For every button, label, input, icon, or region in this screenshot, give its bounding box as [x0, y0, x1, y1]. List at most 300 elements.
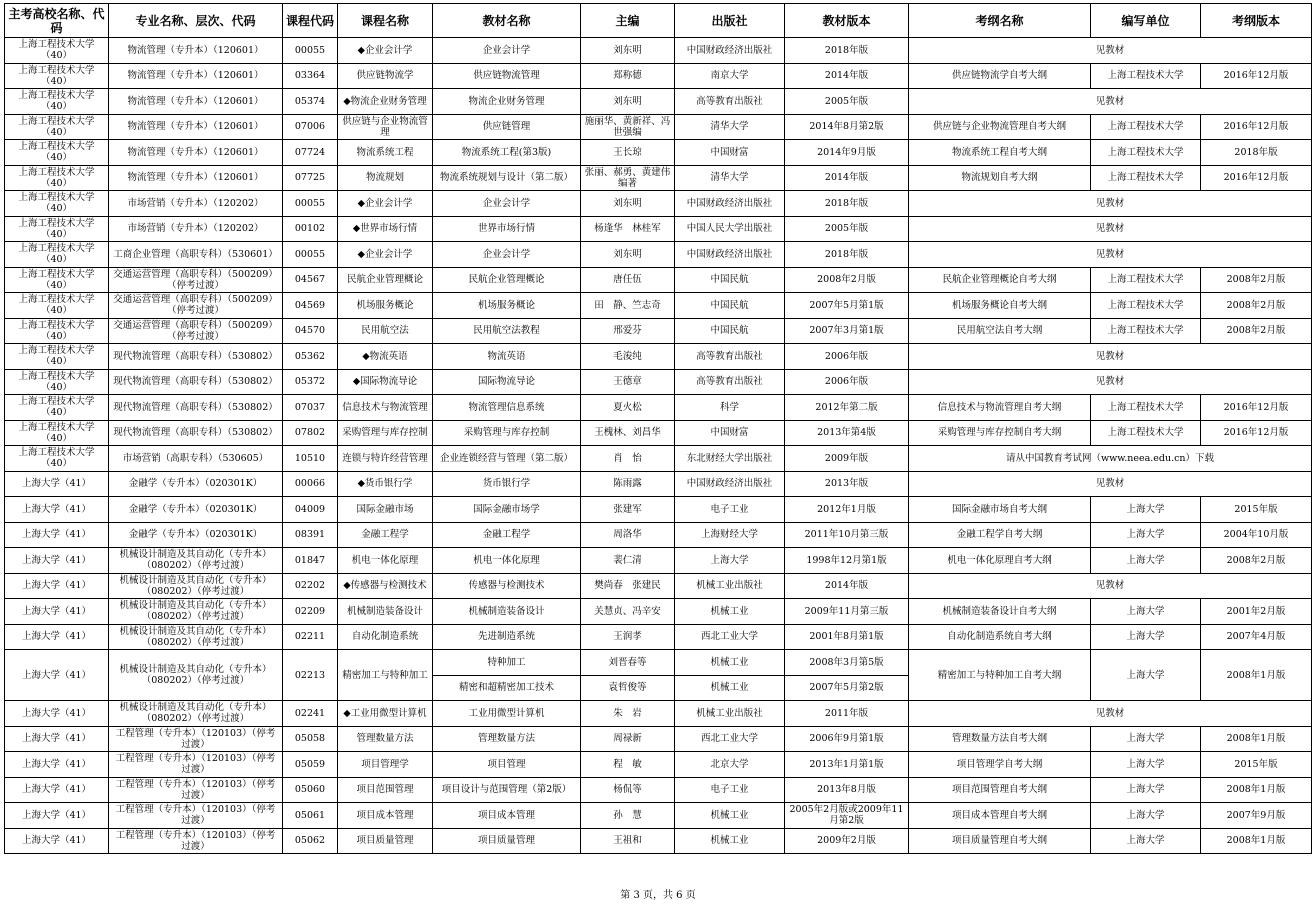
cell-course-name: ◆货币银行学 [338, 471, 433, 497]
cell-publisher: 机械工业出版社 [675, 701, 785, 727]
cell-edition: 2014年9月版 [785, 140, 909, 166]
cell-course-code: 01847 [283, 548, 338, 574]
cell-editor: 陈雨露 [581, 471, 675, 497]
cell-textbook: 项目管理 [433, 752, 581, 778]
cell-editor: 王润孝 [581, 624, 675, 650]
cell-syllabus-note: 见教材 [909, 89, 1312, 115]
cell-edition: 2007年5月第2版 [785, 675, 909, 701]
cell-textbook: 机械制造装备设计 [433, 599, 581, 625]
cell-school: 上海大学（41） [5, 752, 109, 778]
table-row [5, 650, 1312, 676]
cell-edition: 2014年版 [785, 63, 909, 89]
cell-school: 上海大学（41） [5, 599, 109, 625]
cell-edition: 1998年12月第1版 [785, 548, 909, 574]
cell-publisher: 机械工业 [675, 599, 785, 625]
cell-syllabus-edition: 2008年1月版 [1201, 650, 1312, 701]
cell-syllabus: 物流系统工程自考大纲 [909, 140, 1091, 166]
cell-major: 现代物流管理（高职专科）（530802） [109, 395, 283, 421]
cell-editor: 邢爱芬 [581, 318, 675, 344]
cell-publisher: 高等教育出版社 [675, 369, 785, 395]
cell-textbook: 物流英语 [433, 344, 581, 370]
page-number-footer: 第 3 页，共 6 页 [620, 890, 696, 901]
cell-syllabus-note: 见教材 [909, 369, 1312, 395]
cell-major: 机械设计制造及其自动化（专升本）（080202）（停考过渡） [109, 701, 283, 727]
cell-course-name: 民用航空法 [338, 318, 433, 344]
cell-syllabus: 物流规划自考大纲 [909, 165, 1091, 191]
cell-syllabus: 民航企业管理概论自考大纲 [909, 267, 1091, 293]
cell-syllabus: 精密加工与特种加工自考大纲 [909, 650, 1091, 701]
cell-edition: 2014年版 [785, 573, 909, 599]
cell-textbook: 企业会计学 [433, 191, 581, 217]
table-row [5, 573, 1312, 599]
cell-course-code: 05058 [283, 726, 338, 752]
cell-textbook: 特种加工 [433, 650, 581, 676]
cell-course-name: 项目范围管理 [338, 777, 433, 803]
table-row [5, 497, 1312, 523]
cell-course-code: 07006 [283, 114, 338, 140]
col-header-textbook-edition: 教材版本 [785, 4, 909, 38]
cell-syllabus: 管理数量方法自考大纲 [909, 726, 1091, 752]
cell-compiler: 上海大学 [1091, 752, 1201, 778]
cell-school: 上海工程技术大学（40） [5, 38, 109, 64]
cell-syllabus: 供应链与企业物流管理自考大纲 [909, 114, 1091, 140]
cell-syllabus-note: 请从中国教育考试网（www.neea.edu.cn）下载 [909, 446, 1312, 472]
cell-syllabus-edition: 2016年12月版 [1201, 395, 1312, 421]
cell-edition: 2013年第4版 [785, 420, 909, 446]
cell-syllabus: 项目成本管理自考大纲 [909, 803, 1091, 829]
cell-school: 上海工程技术大学（40） [5, 369, 109, 395]
cell-edition: 2006年版 [785, 344, 909, 370]
cell-school: 上海大学（41） [5, 471, 109, 497]
table-row [5, 216, 1312, 242]
cell-publisher: 清华大学 [675, 114, 785, 140]
cell-school: 上海大学（41） [5, 497, 109, 523]
cell-school: 上海工程技术大学（40） [5, 267, 109, 293]
table-row [5, 828, 1312, 854]
cell-syllabus-edition: 2016年12月版 [1201, 63, 1312, 89]
cell-school: 上海大学（41） [5, 726, 109, 752]
cell-textbook: 供应链管理 [433, 114, 581, 140]
cell-compiler: 上海大学 [1091, 777, 1201, 803]
cell-course-name: 民航企业管理概论 [338, 267, 433, 293]
table-row [5, 114, 1312, 140]
cell-edition: 2013年版 [785, 471, 909, 497]
cell-major: 交通运营管理（高职专科）（500209）（停考过渡） [109, 267, 283, 293]
cell-editor: 朱 岩 [581, 701, 675, 727]
cell-editor: 王祖和 [581, 828, 675, 854]
cell-editor: 毛浚纯 [581, 344, 675, 370]
cell-course-name: 物流系统工程 [338, 140, 433, 166]
cell-course-name: 金融工程学 [338, 522, 433, 548]
cell-publisher: 高等教育出版社 [675, 344, 785, 370]
cell-textbook: 机场服务概论 [433, 293, 581, 319]
cell-course-name: ◆工业用微型计算机 [338, 701, 433, 727]
col-header-syllabus-edition: 考纲版本 [1201, 4, 1312, 38]
cell-major: 物流管理（专升本）（120601） [109, 38, 283, 64]
cell-syllabus-note: 见教材 [909, 344, 1312, 370]
cell-compiler: 上海工程技术大学 [1091, 114, 1201, 140]
cell-textbook: 世界市场行情 [433, 216, 581, 242]
cell-school: 上海大学（41） [5, 803, 109, 829]
cell-course-code: 00055 [283, 191, 338, 217]
table-row [5, 752, 1312, 778]
cell-edition: 2009年版 [785, 446, 909, 472]
cell-edition: 2018年版 [785, 38, 909, 64]
cell-syllabus: 项目管理学自考大纲 [909, 752, 1091, 778]
cell-syllabus-edition: 2018年版 [1201, 140, 1312, 166]
cell-course-name: ◆世界市场行情 [338, 216, 433, 242]
cell-syllabus-note: 见教材 [909, 573, 1312, 599]
cell-edition: 2014年8月第2版 [785, 114, 909, 140]
cell-publisher: 机械工业 [675, 803, 785, 829]
cell-editor: 孙 慧 [581, 803, 675, 829]
cell-school: 上海大学（41） [5, 828, 109, 854]
cell-course-name: 供应链物流学 [338, 63, 433, 89]
cell-textbook: 企业会计学 [433, 38, 581, 64]
cell-textbook: 物流系统工程(第3版) [433, 140, 581, 166]
cell-publisher: 中国人民大学出版社 [675, 216, 785, 242]
cell-textbook: 工业用微型计算机 [433, 701, 581, 727]
col-header-course-name: 课程名称 [338, 4, 433, 38]
table-row [5, 420, 1312, 446]
cell-school: 上海工程技术大学（40） [5, 446, 109, 472]
table-row [5, 63, 1312, 89]
cell-edition: 2006年9月第1版 [785, 726, 909, 752]
cell-publisher: 机械工业 [675, 828, 785, 854]
cell-course-code: 02202 [283, 573, 338, 599]
cell-publisher: 上海财经大学 [675, 522, 785, 548]
cell-syllabus-edition: 2001年2月版 [1201, 599, 1312, 625]
cell-publisher: 西北工业大学 [675, 726, 785, 752]
cell-compiler: 上海大学 [1091, 522, 1201, 548]
cell-publisher: 中国财政经济出版社 [675, 38, 785, 64]
cell-syllabus: 机电一体化原理自考大纲 [909, 548, 1091, 574]
cell-textbook: 管理数量方法 [433, 726, 581, 752]
cell-major: 机械设计制造及其自动化（专升本）（080202）（停考过渡） [109, 650, 283, 701]
cell-compiler: 上海工程技术大学 [1091, 293, 1201, 319]
cell-publisher: 中国民航 [675, 267, 785, 293]
cell-editor: 周禄新 [581, 726, 675, 752]
cell-publisher: 中国财富 [675, 420, 785, 446]
cell-course-name: ◆企业会计学 [338, 242, 433, 268]
cell-course-code: 05059 [283, 752, 338, 778]
cell-course-code: 00055 [283, 242, 338, 268]
col-header-syllabus: 考纲名称 [909, 4, 1091, 38]
cell-textbook: 项目设计与范围管理（第2版） [433, 777, 581, 803]
cell-major: 市场营销（高职专科）（530605） [109, 446, 283, 472]
cell-school: 上海工程技术大学（40） [5, 395, 109, 421]
cell-course-name: ◆企业会计学 [338, 191, 433, 217]
cell-major: 物流管理（专升本）（120601） [109, 165, 283, 191]
cell-syllabus: 民用航空法自考大纲 [909, 318, 1091, 344]
cell-syllabus: 信息技术与物流管理自考大纲 [909, 395, 1091, 421]
cell-syllabus-note: 见教材 [909, 471, 1312, 497]
cell-syllabus-edition: 2015年版 [1201, 497, 1312, 523]
cell-compiler: 上海大学 [1091, 803, 1201, 829]
cell-publisher: 中国财富 [675, 140, 785, 166]
cell-school: 上海工程技术大学（40） [5, 344, 109, 370]
cell-editor: 夏火松 [581, 395, 675, 421]
cell-school: 上海工程技术大学（40） [5, 63, 109, 89]
cell-major: 工程管理（专升本）（120103）（停考过渡） [109, 777, 283, 803]
cell-edition: 2018年版 [785, 191, 909, 217]
cell-course-name: 精密加工与特种加工 [338, 650, 433, 701]
cell-editor: 杨侃等 [581, 777, 675, 803]
cell-course-name: ◆物流企业财务管理 [338, 89, 433, 115]
cell-syllabus-edition: 2008年1月版 [1201, 726, 1312, 752]
col-header-school: 主考高校名称、代码 [5, 4, 109, 38]
cell-major: 工程管理（专升本）（120103）（停考过渡） [109, 726, 283, 752]
cell-publisher: 中国民航 [675, 318, 785, 344]
cell-syllabus: 国际金融市场自考大纲 [909, 497, 1091, 523]
cell-major: 工程管理（专升本）（120103）（停考过渡） [109, 752, 283, 778]
header-row [5, 4, 1312, 38]
cell-syllabus-note: 见教材 [909, 216, 1312, 242]
cell-syllabus-edition: 2016年12月版 [1201, 165, 1312, 191]
cell-course-code: 04567 [283, 267, 338, 293]
cell-course-code: 05061 [283, 803, 338, 829]
cell-editor: 张丽、郝勇、黄建伟编著 [581, 165, 675, 191]
cell-syllabus-edition: 2008年2月版 [1201, 293, 1312, 319]
table-row [5, 38, 1312, 64]
table-row [5, 395, 1312, 421]
cell-editor: 唐任伍 [581, 267, 675, 293]
cell-textbook: 机电一体化原理 [433, 548, 581, 574]
cell-school: 上海大学（41） [5, 701, 109, 727]
cell-publisher: 机械工业 [675, 650, 785, 676]
cell-syllabus-edition: 2004年10月版 [1201, 522, 1312, 548]
cell-major: 金融学（专升本）（020301K） [109, 497, 283, 523]
cell-school: 上海工程技术大学（40） [5, 293, 109, 319]
cell-course-code: 07724 [283, 140, 338, 166]
cell-editor: 张建军 [581, 497, 675, 523]
cell-publisher: 中国民航 [675, 293, 785, 319]
cell-major: 现代物流管理（高职专科）（530802） [109, 420, 283, 446]
cell-major: 现代物流管理（高职专科）（530802） [109, 369, 283, 395]
cell-edition: 2013年1月第1版 [785, 752, 909, 778]
cell-edition: 2008年2月版 [785, 267, 909, 293]
cell-course-code: 07802 [283, 420, 338, 446]
cell-editor: 周洛华 [581, 522, 675, 548]
col-header-textbook: 教材名称 [433, 4, 581, 38]
cell-edition: 2006年版 [785, 369, 909, 395]
textbook-table [4, 3, 1312, 854]
table-row [5, 446, 1312, 472]
cell-publisher: 中国财政经济出版社 [675, 191, 785, 217]
cell-school: 上海大学（41） [5, 548, 109, 574]
table-row [5, 522, 1312, 548]
cell-syllabus-edition: 2007年9月版 [1201, 803, 1312, 829]
cell-course-code: 00055 [283, 38, 338, 64]
cell-syllabus: 自动化制造系统自考大纲 [909, 624, 1091, 650]
cell-major: 机械设计制造及其自动化（专升本）（080202）（停考过渡） [109, 573, 283, 599]
cell-textbook: 精密和超精密加工技术 [433, 675, 581, 701]
cell-editor: 关慧贞、冯辛安 [581, 599, 675, 625]
table-row [5, 471, 1312, 497]
cell-compiler: 上海工程技术大学 [1091, 318, 1201, 344]
cell-compiler: 上海大学 [1091, 650, 1201, 701]
cell-editor: 刘东明 [581, 191, 675, 217]
cell-compiler: 上海大学 [1091, 548, 1201, 574]
cell-publisher: 东北财经大学出版社 [675, 446, 785, 472]
col-header-course-code: 课程代码 [283, 4, 338, 38]
cell-school: 上海大学（41） [5, 522, 109, 548]
cell-school: 上海工程技术大学（40） [5, 114, 109, 140]
cell-major: 工程管理（专升本）（120103）（停考过渡） [109, 803, 283, 829]
cell-edition: 2011年10月第三版 [785, 522, 909, 548]
cell-syllabus: 金融工程学自考大纲 [909, 522, 1091, 548]
cell-textbook: 项目成本管理 [433, 803, 581, 829]
cell-course-name: 国际金融市场 [338, 497, 433, 523]
cell-textbook: 采购管理与库存控制 [433, 420, 581, 446]
cell-edition: 2009年2月版 [785, 828, 909, 854]
cell-major: 现代物流管理（高职专科）（530802） [109, 344, 283, 370]
cell-syllabus-note: 见教材 [909, 701, 1312, 727]
cell-edition: 2007年5月第1版 [785, 293, 909, 319]
cell-course-code: 00102 [283, 216, 338, 242]
cell-syllabus-edition: 2008年2月版 [1201, 548, 1312, 574]
table-row [5, 803, 1312, 829]
cell-edition: 2012年第二版 [785, 395, 909, 421]
cell-compiler: 上海工程技术大学 [1091, 140, 1201, 166]
col-header-publisher: 出版社 [675, 4, 785, 38]
cell-course-code: 02241 [283, 701, 338, 727]
cell-syllabus-note: 见教材 [909, 242, 1312, 268]
cell-course-name: ◆国际物流导论 [338, 369, 433, 395]
cell-publisher: 机械工业出版社 [675, 573, 785, 599]
cell-course-code: 05062 [283, 828, 338, 854]
cell-compiler: 上海大学 [1091, 624, 1201, 650]
table-row [5, 548, 1312, 574]
cell-course-name: 供应链与企业物流管理 [338, 114, 433, 140]
cell-textbook: 物流管理信息系统 [433, 395, 581, 421]
cell-school: 上海大学（41） [5, 573, 109, 599]
cell-compiler: 上海大学 [1091, 497, 1201, 523]
cell-edition: 2014年版 [785, 165, 909, 191]
cell-textbook: 物流系统规划与设计（第二版） [433, 165, 581, 191]
cell-syllabus: 机械制造装备设计自考大纲 [909, 599, 1091, 625]
cell-syllabus: 采购管理与库存控制自考大纲 [909, 420, 1091, 446]
cell-editor: 肖 怡 [581, 446, 675, 472]
cell-syllabus: 项目质量管理自考大纲 [909, 828, 1091, 854]
cell-school: 上海工程技术大学（40） [5, 89, 109, 115]
cell-major: 物流管理（专升本）（120601） [109, 140, 283, 166]
cell-publisher: 上海大学 [675, 548, 785, 574]
cell-edition: 2012年1月版 [785, 497, 909, 523]
cell-course-code: 04570 [283, 318, 338, 344]
cell-course-name: 项目管理学 [338, 752, 433, 778]
cell-edition: 2005年2月版或2009年11月第2版 [785, 803, 909, 829]
cell-course-code: 05372 [283, 369, 338, 395]
cell-compiler: 上海大学 [1091, 726, 1201, 752]
table-row [5, 140, 1312, 166]
cell-course-code: 08391 [283, 522, 338, 548]
cell-course-name: 采购管理与库存控制 [338, 420, 433, 446]
cell-publisher: 科学 [675, 395, 785, 421]
cell-major: 金融学（专升本）（020301K） [109, 471, 283, 497]
cell-syllabus-edition: 2008年2月版 [1201, 267, 1312, 293]
cell-major: 物流管理（专升本）（120601） [109, 89, 283, 115]
cell-major: 工商企业管理（高职专科）（530601） [109, 242, 283, 268]
cell-syllabus-note: 见教材 [909, 191, 1312, 217]
cell-course-name: 机电一体化原理 [338, 548, 433, 574]
cell-course-code: 05060 [283, 777, 338, 803]
cell-major: 机械设计制造及其自动化（专升本）（080202）（停考过渡） [109, 548, 283, 574]
cell-editor: 刘东明 [581, 89, 675, 115]
cell-textbook: 金融工程学 [433, 522, 581, 548]
cell-course-code: 04009 [283, 497, 338, 523]
cell-major: 机械设计制造及其自动化（专升本）（080202）（停考过渡） [109, 599, 283, 625]
cell-edition: 2005年版 [785, 216, 909, 242]
cell-textbook: 项目质量管理 [433, 828, 581, 854]
cell-major: 机械设计制造及其自动化（专升本）（080202）（停考过渡） [109, 624, 283, 650]
cell-syllabus-edition: 2015年版 [1201, 752, 1312, 778]
col-header-compiler: 编写单位 [1091, 4, 1201, 38]
cell-textbook: 国际物流导论 [433, 369, 581, 395]
cell-textbook: 民用航空法教程 [433, 318, 581, 344]
cell-editor: 刘晋春等 [581, 650, 675, 676]
cell-edition: 2011年版 [785, 701, 909, 727]
cell-course-name: ◆物流英语 [338, 344, 433, 370]
cell-editor: 樊尚春 张建民 [581, 573, 675, 599]
cell-publisher: 南京大学 [675, 63, 785, 89]
cell-syllabus: 机场服务概论自考大纲 [909, 293, 1091, 319]
cell-edition: 2008年3月第5版 [785, 650, 909, 676]
cell-course-code: 10510 [283, 446, 338, 472]
cell-course-code: 05362 [283, 344, 338, 370]
cell-textbook: 企业会计学 [433, 242, 581, 268]
cell-editor: 杨逢华 林桂军 [581, 216, 675, 242]
cell-course-name: 管理数量方法 [338, 726, 433, 752]
table-row [5, 777, 1312, 803]
cell-publisher: 中国财政经济出版社 [675, 471, 785, 497]
cell-textbook: 物流企业财务管理 [433, 89, 581, 115]
cell-course-code: 02209 [283, 599, 338, 625]
cell-publisher: 清华大学 [675, 165, 785, 191]
cell-school: 上海大学（41） [5, 650, 109, 701]
cell-edition: 2007年3月第1版 [785, 318, 909, 344]
cell-course-name: 项目质量管理 [338, 828, 433, 854]
cell-major: 物流管理（专升本）（120601） [109, 63, 283, 89]
cell-publisher: 西北工业大学 [675, 624, 785, 650]
cell-editor: 王德章 [581, 369, 675, 395]
cell-school: 上海工程技术大学（40） [5, 420, 109, 446]
cell-publisher: 高等教育出版社 [675, 89, 785, 115]
cell-textbook: 供应链物流管理 [433, 63, 581, 89]
cell-edition: 2009年11月第三版 [785, 599, 909, 625]
cell-syllabus-edition: 2008年2月版 [1201, 318, 1312, 344]
table-row [5, 242, 1312, 268]
cell-publisher: 机械工业 [675, 675, 785, 701]
cell-syllabus-edition: 2016年12月版 [1201, 114, 1312, 140]
cell-editor: 施丽华、黄新祥、冯世强编 [581, 114, 675, 140]
cell-major: 交通运营管理（高职专科）（500209）（停考过渡） [109, 318, 283, 344]
cell-course-name: 连锁与特许经营管理 [338, 446, 433, 472]
cell-course-name: 机械制造装备设计 [338, 599, 433, 625]
col-header-major: 专业名称、层次、代码 [109, 4, 283, 38]
cell-major: 交通运营管理（高职专科）（500209）（停考过渡） [109, 293, 283, 319]
cell-compiler: 上海大学 [1091, 599, 1201, 625]
cell-publisher: 北京大学 [675, 752, 785, 778]
cell-edition: 2013年8月版 [785, 777, 909, 803]
cell-course-code: 07725 [283, 165, 338, 191]
table-row [5, 267, 1312, 293]
cell-editor: 程 敏 [581, 752, 675, 778]
cell-major: 工程管理（专升本）（120103）（停考过渡） [109, 828, 283, 854]
cell-editor: 袁哲俊等 [581, 675, 675, 701]
cell-publisher: 电子工业 [675, 497, 785, 523]
cell-course-name: 自动化制造系统 [338, 624, 433, 650]
